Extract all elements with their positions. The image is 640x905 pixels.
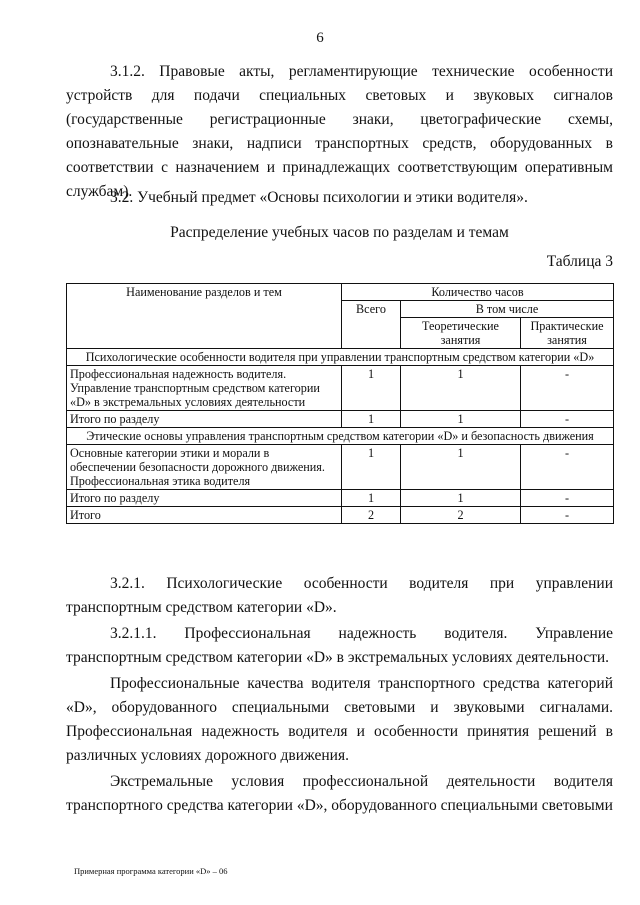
header-hours-count: Количество часов bbox=[342, 284, 614, 301]
grand-total-practice: - bbox=[521, 507, 614, 524]
header-including: В том числе bbox=[401, 301, 614, 318]
topic-theory: 1 bbox=[401, 445, 521, 490]
table-row bbox=[67, 445, 614, 490]
subtotal-practice: - bbox=[521, 411, 614, 428]
section-title-1: Психологические особенности водителя при управлении транспортным средством категории «D» bbox=[67, 349, 614, 366]
grand-total-label: Итого bbox=[67, 507, 342, 524]
table-section-row bbox=[67, 349, 614, 366]
table-total-row bbox=[67, 507, 614, 524]
table-section-row bbox=[67, 428, 614, 445]
paragraph-3-1-2: 3.1.2. Правовые акты, регламентирующие технические особенности устройств для подачи специальных световых и звуковых сигналов (государственные регистрационные знаки, цветографические схемы, опознавательные знаки, надписи транспортных средств, оборудованных в соответствии с назначением и принадлежащих соответствующим оперативным службам). bbox=[66, 63, 613, 200]
subtotal-practice: - bbox=[521, 490, 614, 507]
table-subtotal-row bbox=[67, 490, 614, 507]
table-row bbox=[67, 366, 614, 411]
subtotal-label: Итого по разделу bbox=[67, 490, 342, 507]
grand-total-total: 2 bbox=[342, 507, 401, 524]
page-number: 6 bbox=[316, 30, 324, 46]
paragraph-professional-qualities: Профессиональные качества водителя транспортного средства категорий «D», оборудованного специальными световыми и звуковыми сигналами. Профессиональная надежность водителя и особенности принятия решений в различных условиях дорожного движения. bbox=[66, 675, 613, 764]
topic-total: 1 bbox=[342, 445, 401, 490]
topic-name: Профессиональная надежность водителя. Управление транспортным средством категории «D» в экстремальных условиях деятельности bbox=[67, 366, 342, 411]
table-header-row bbox=[67, 284, 614, 301]
header-section-name: Наименование разделов и тем bbox=[67, 284, 342, 349]
page-footer: Примерная программа категории «D» – 06 bbox=[74, 866, 228, 876]
paragraph-3-2-1-1: 3.2.1.1. Профессиональная надежность водителя. Управление транспортным средством категории «D» в экстремальных условиях деятельности. bbox=[66, 625, 613, 666]
table-heading: Распределение учебных часов по разделам и темам bbox=[170, 224, 509, 241]
table-label: Таблица 3 bbox=[546, 253, 613, 270]
topic-practice: - bbox=[521, 445, 614, 490]
table-subtotal-row bbox=[67, 411, 614, 428]
paragraph-3-2-1: 3.2.1. Психологические особенности водителя при управлении транспортным средством категории «D». bbox=[66, 575, 613, 616]
topic-practice: - bbox=[521, 366, 614, 411]
topic-theory: 1 bbox=[401, 366, 521, 411]
subtotal-theory: 1 bbox=[401, 411, 521, 428]
header-total: Всего bbox=[342, 301, 401, 349]
subtotal-label: Итого по разделу bbox=[67, 411, 342, 428]
grand-total-theory: 2 bbox=[401, 507, 521, 524]
paragraph-extreme-conditions: Экстремальные условия профессиональной деятельности водителя транспортного средства категории «D», оборудованного специальными световыми bbox=[66, 773, 613, 814]
topic-total: 1 bbox=[342, 366, 401, 411]
subtotal-theory: 1 bbox=[401, 490, 521, 507]
header-practice: Практические занятия bbox=[521, 318, 614, 349]
hours-table bbox=[66, 283, 614, 524]
topic-name: Основные категории этики и морали в обеспечении безопасности дорожного движения. Профессиональная этика водителя bbox=[67, 445, 342, 490]
subtotal-total: 1 bbox=[342, 411, 401, 428]
header-theory: Теоретические занятия bbox=[401, 318, 521, 349]
subtotal-total: 1 bbox=[342, 490, 401, 507]
section-title-2: Этические основы управления транспортным средством категории «D» и безопасность движения bbox=[67, 428, 614, 445]
paragraph-3-2: 3.2. Учебный предмет «Основы психологии и этики водителя». bbox=[110, 189, 528, 206]
